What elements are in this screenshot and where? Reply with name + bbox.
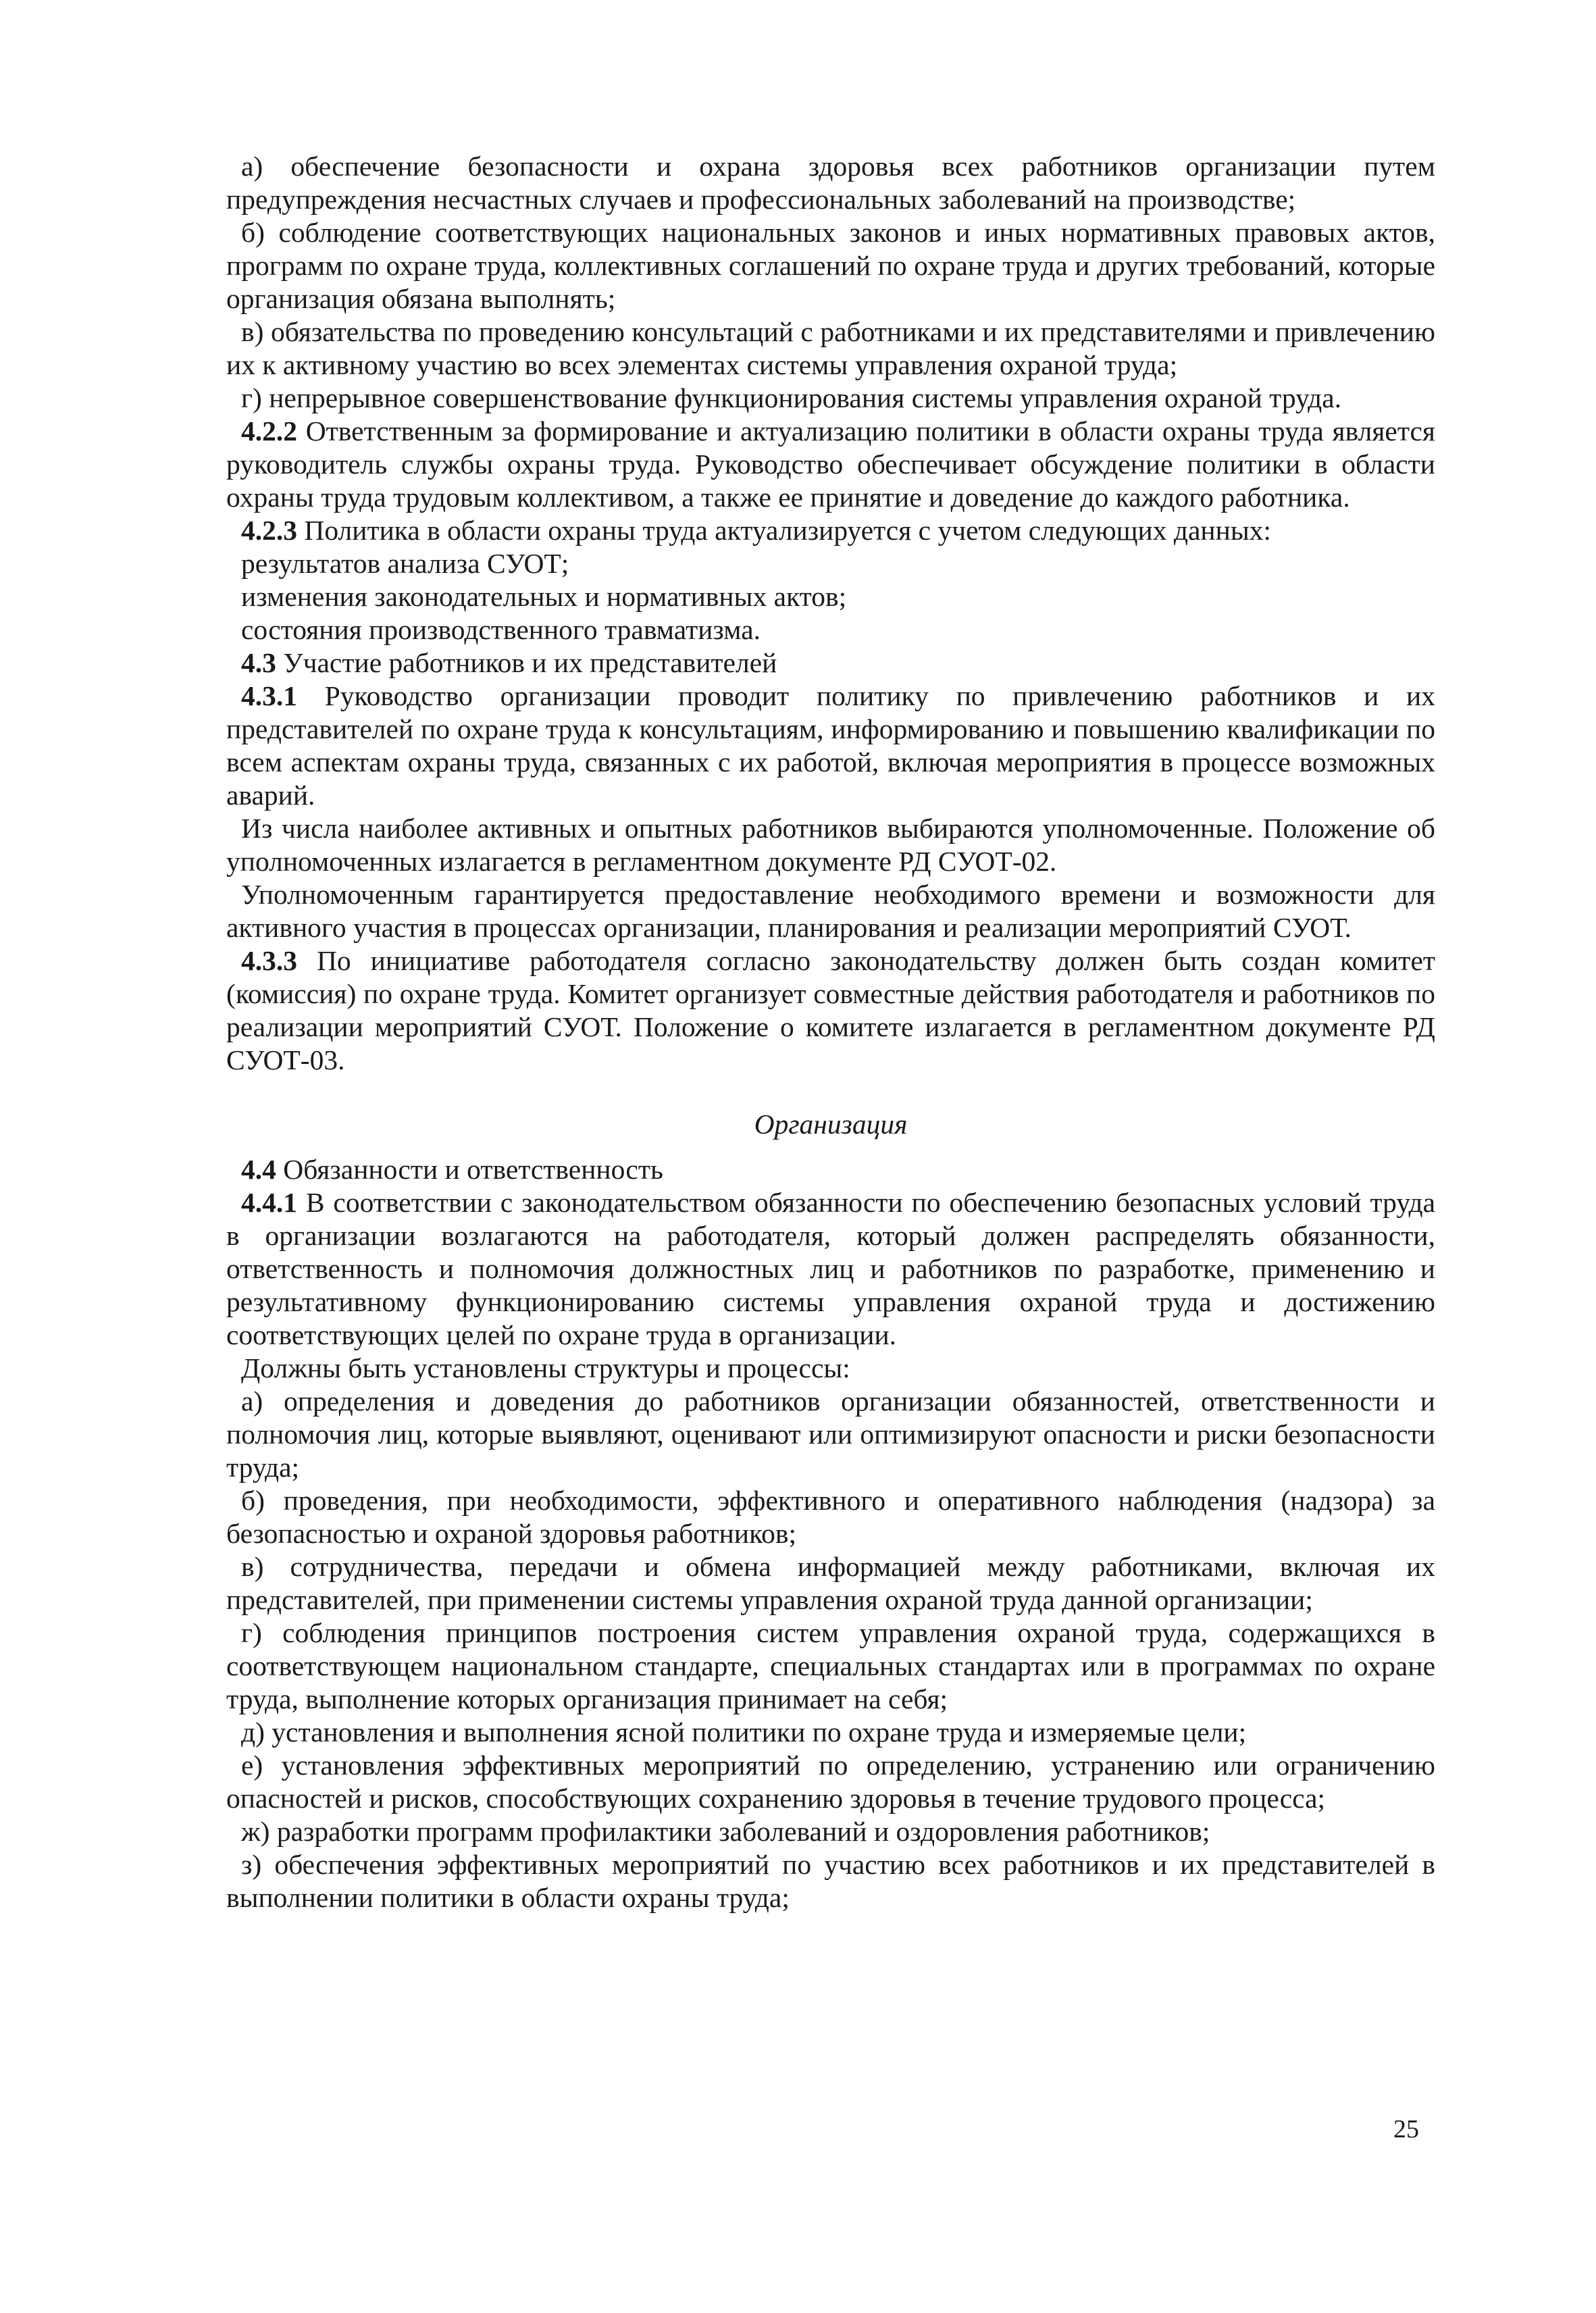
- clause-number: 4.3: [241, 647, 276, 678]
- paragraph: а) обеспечение безопасности и охрана здоровья всех работников организации путем предупреждения несчастных случаев и профессиональных заболеваний на производстве;: [226, 151, 1435, 215]
- paragraph-text: Ответственным за формирование и актуализацию политики в области охраны труда является руководитель службы охраны труда. Руководство обеспечивает обсуждение политики в области охраны труда трудовым коллективом, а также ее принятие и доведение до каждого работника.: [226, 415, 1435, 513]
- paragraph: а) определения и доведения до работников организации обязанностей, ответственности и полномочия лиц, которые выявляют, оценивают или оптимизируют опасности и риски безопасности труда;: [226, 1386, 1435, 1483]
- paragraph-text: По инициативе работодателя согласно законодательству должен быть создан комитет (комиссия) по охране труда. Комитет организует совместные действия работодателя и работников по реализации мероприятий СУОТ. Положение о комитете излагается в регламентном документе РД СУОТ-03.: [226, 945, 1435, 1075]
- paragraph-text: Участие работников и их представителей: [276, 647, 777, 678]
- paragraph: в) обязательства по проведению консультаций с работниками и их представителями и привлечению их к активному участию во всех элементах системы управления охраной труда;: [226, 316, 1435, 380]
- paragraph: Из числа наиболее активных и опытных работников выбираются уполномоченные. Положение об уполномоченных излагается в регламентном документе РД СУОТ-02.: [226, 813, 1435, 877]
- paragraph-text: Руководство организации проводит политику по привлечению работников и их представителей по охране труда к консультациям, информированию и повышению квалификации по всем аспектам охраны труда, связанных с их работой, включая мероприятия в процессе возможных аварий.: [226, 680, 1435, 811]
- clause-number: 4.3.3: [241, 945, 297, 976]
- paragraph: [226, 646, 1435, 680]
- paragraph: г) непрерывное совершенствование функционирования системы управления охраной труда.: [241, 382, 1342, 413]
- clause-number: 4.2.2: [241, 415, 297, 447]
- paragraph: ж) разработки программ профилактики заболеваний и оздоровления работников;: [241, 1816, 1210, 1847]
- paragraph: [226, 1186, 1435, 1352]
- paragraph: е) установления эффективных мероприятий по определению, устранению или ограничению опасностей и рисков, способствующих сохранению здоровья в течение трудового процесса;: [226, 1750, 1435, 1814]
- clause-number: 4.3.1: [241, 680, 297, 711]
- paragraph: б) соблюдение соответствующих национальных законов и иных нормативных правовых актов, программ по охране труда, коллективных соглашений по охране труда и других требований, которые организация обязана выполнять;: [226, 217, 1435, 314]
- clause-number: 4.4.1: [241, 1187, 297, 1218]
- paragraph: з) обеспечения эффективных мероприятий по участию всех работников и их представителей в выполнении политики в области охраны труда;: [226, 1849, 1435, 1913]
- paragraph: [226, 514, 1435, 547]
- paragraph: результатов анализа СУОТ;: [241, 548, 569, 579]
- paragraph: г) соблюдения принципов построения систем управления охраной труда, содержащихся в соответствующем национальном стандарте, специальных стандартах или в программах по охране труда, выполнение которых организация принимает на себя;: [226, 1617, 1435, 1714]
- paragraph: Уполномоченным гарантируется предоставление необходимого времени и возможности для активного участия в процессах организации, планирования и реализации мероприятий СУОТ.: [226, 879, 1435, 943]
- document-body: [226, 150, 1435, 1914]
- paragraph-text: Политика в области охраны труда актуализируется с учетом следующих данных:: [297, 515, 1271, 546]
- paragraph: д) установления и выполнения ясной политики по охране труда и измеряемые цели;: [241, 1717, 1247, 1748]
- paragraph: [226, 1153, 1435, 1186]
- paragraph: б) проведения, при необходимости, эффективного и оперативного наблюдения (надзора) за безопасностью и охраной здоровья работников;: [226, 1485, 1435, 1549]
- paragraph: изменения законодательных и нормативных актов;: [241, 581, 847, 612]
- paragraph: Должны быть установлены структуры и процессы:: [241, 1352, 850, 1383]
- clause-number: 4.2.3: [241, 515, 297, 546]
- paragraph: [226, 680, 1435, 812]
- clause-number: 4.4: [241, 1154, 276, 1185]
- paragraph: [226, 944, 1435, 1077]
- paragraph: [226, 415, 1435, 514]
- paragraph-text: Обязанности и ответственность: [276, 1154, 663, 1185]
- page-number: 25: [1393, 2115, 1419, 2143]
- section-heading: Организация: [754, 1109, 908, 1140]
- paragraph-text: В соответствии с законодательством обязанности по обеспечению безопасных условий труда в организации возлагаются на работодателя, который должен распределять обязанности, ответственность и полномочия должностных лиц и работников по разработке, применению и результативному функционированию системы управления охраной труда и достижению соответствующих целей по охране труда в организации.: [226, 1187, 1435, 1350]
- paragraph: в) сотрудничества, передачи и обмена информацией между работниками, включая их представителей, при применении системы управления охраной труда данной организации;: [226, 1551, 1435, 1615]
- paragraph: состояния производственного травматизма.: [241, 614, 761, 645]
